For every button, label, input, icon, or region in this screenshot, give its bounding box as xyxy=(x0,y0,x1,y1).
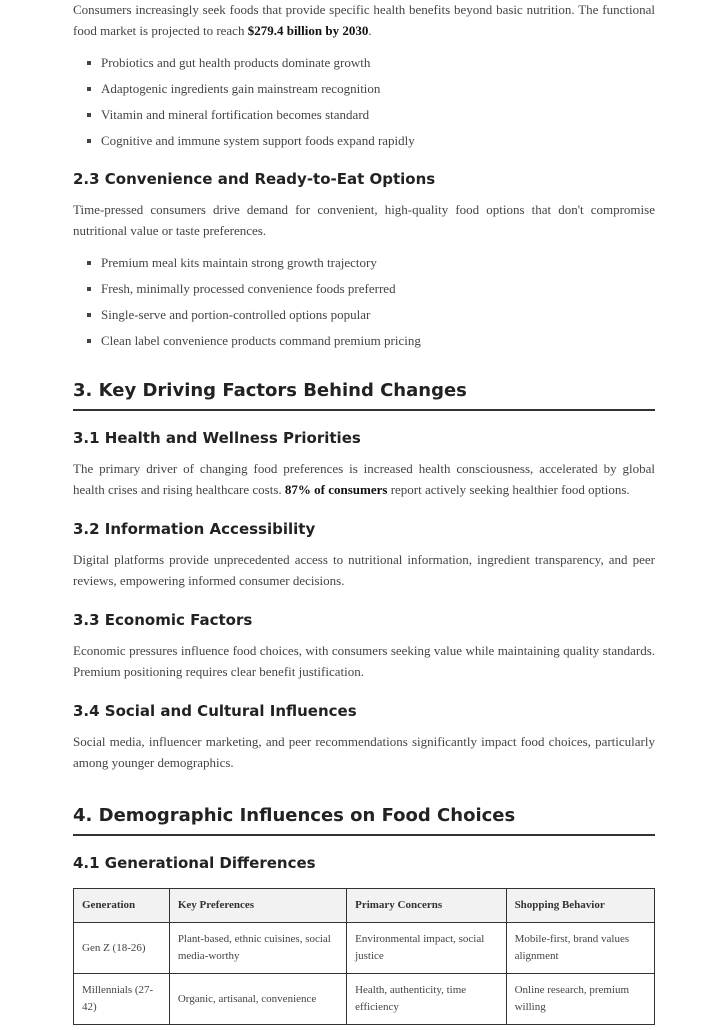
section-heading-3: 3. Key Driving Factors Behind Changes xyxy=(73,380,655,411)
square-bullet-icon xyxy=(87,287,91,291)
generational-differences-table xyxy=(73,888,655,1025)
economic-factors-paragraph: Economic pressures influence food choices, with consumers seeking value while maintaining quality standards. Premium positioning requires clear benefit justification. xyxy=(73,643,655,679)
square-bullet-icon xyxy=(87,313,91,317)
square-bullet-icon xyxy=(87,61,91,65)
table-cell: Millennials (27-42) xyxy=(74,974,170,1025)
table-cell: Health, authenticity, time efficiency xyxy=(347,974,506,1025)
column-header-shopping-behavior: Shopping Behavior xyxy=(506,889,654,923)
list-item: Clean label convenience products command premium pricing xyxy=(73,332,655,350)
section-heading-3-1: 3.1 Health and Wellness Priorities xyxy=(73,429,361,447)
square-bullet-icon xyxy=(87,339,91,343)
functional-foods-list xyxy=(73,54,655,150)
list-item: Probiotics and gut health products dominate growth xyxy=(73,54,655,72)
table-cell: Plant-based, ethnic cuisines, social media-worthy xyxy=(169,923,346,974)
square-bullet-icon xyxy=(87,87,91,91)
section-heading-3-4: 3.4 Social and Cultural Influences xyxy=(73,702,357,720)
list-item: Cognitive and immune system support foods expand rapidly xyxy=(73,132,655,150)
table-cell: Environmental impact, social justice xyxy=(347,923,506,974)
list-item: Premium meal kits maintain strong growth trajectory xyxy=(73,254,655,272)
market-projection-highlight: $279.4 billion by 2030 xyxy=(247,23,369,38)
list-item: Fresh, minimally processed convenience foods preferred xyxy=(73,280,655,298)
list-item: Single-serve and portion-controlled options popular xyxy=(73,306,655,324)
section-heading-2-3: 2.3 Convenience and Ready-to-Eat Options xyxy=(73,170,436,188)
column-header-primary-concerns: Primary Concerns xyxy=(347,889,506,923)
section-heading-4-1: 4.1 Generational Differences xyxy=(73,854,316,872)
section-heading-4: 4. Demographic Influences on Food Choices xyxy=(73,805,655,836)
social-cultural-paragraph: Social media, influencer marketing, and peer recommendations significantly impact food choices, particularly among younger demographics. xyxy=(73,734,655,770)
column-header-key-preferences: Key Preferences xyxy=(169,889,346,923)
square-bullet-icon xyxy=(87,139,91,143)
table-cell: Gen Z (18-26) xyxy=(74,923,170,974)
convenience-paragraph: Time-pressed consumers drive demand for convenient, high-quality food options that don't compromise nutritional value or taste preferences. xyxy=(73,202,655,238)
information-accessibility-paragraph: Digital platforms provide unprecedented access to nutritional information, ingredient transparency, and peer reviews, empowering informed consumer decisions. xyxy=(73,552,655,588)
table-header-row xyxy=(74,889,655,923)
functional-foods-paragraph: Consumers increasingly seek foods that provide specific health benefits beyond basic nutrition. The functional food market is projected to reach $279.4 billion by 2030. xyxy=(73,2,655,38)
table-cell: Mobile-first, brand values alignment xyxy=(506,923,654,974)
consumer-stat-highlight: 87% of consumers xyxy=(284,482,388,497)
square-bullet-icon xyxy=(87,113,91,117)
list-item: Adaptogenic ingredients gain mainstream recognition xyxy=(73,80,655,98)
table-row xyxy=(74,923,655,974)
section-heading-3-3: 3.3 Economic Factors xyxy=(73,611,253,629)
section-heading-3-2: 3.2 Information Accessibility xyxy=(73,520,316,538)
table-cell: Online research, premium willing xyxy=(506,974,654,1025)
health-wellness-paragraph: The primary driver of changing food preferences is increased health consciousness, accelerated by global health crises and rising healthcare costs. 87% of consumers report actively seeking healthier food options. xyxy=(73,461,655,497)
table-cell: Organic, artisanal, convenience xyxy=(169,974,346,1025)
table-row xyxy=(74,974,655,1025)
convenience-list xyxy=(73,254,655,350)
document-page xyxy=(73,0,655,1025)
square-bullet-icon xyxy=(87,261,91,265)
list-item: Vitamin and mineral fortification becomes standard xyxy=(73,106,655,124)
column-header-generation: Generation xyxy=(74,889,170,923)
